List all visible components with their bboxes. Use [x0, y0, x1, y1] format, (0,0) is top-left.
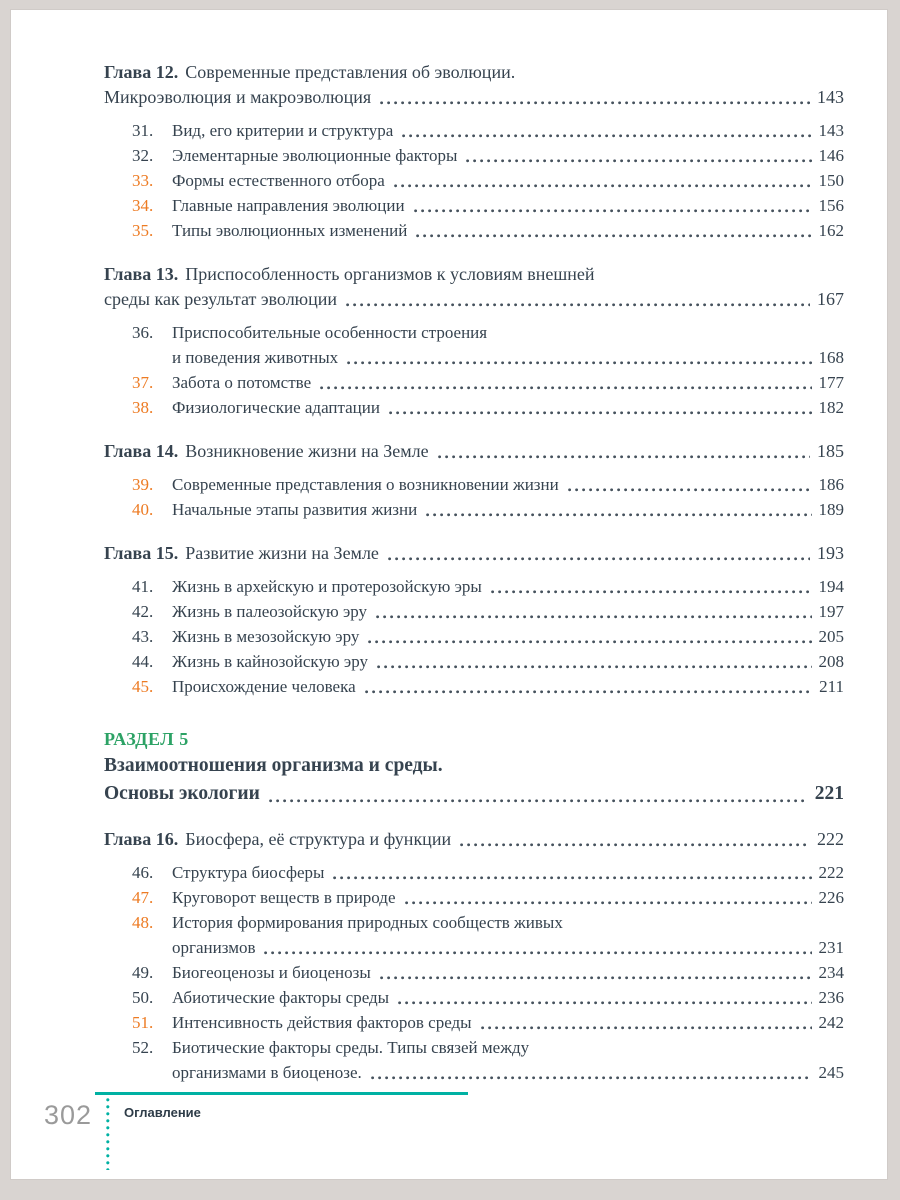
section-number: 42.: [132, 602, 154, 621]
toc-row: [172, 168, 844, 193]
toc-row: [172, 1060, 844, 1085]
entry-text: Вид, его критерии и структура: [172, 121, 394, 140]
entry-text: Взаимоотношения организма и среды.: [104, 755, 443, 776]
toc-row: [104, 262, 844, 287]
page-reference: 226: [818, 888, 844, 907]
toc-row: [172, 118, 844, 143]
entry-text: среды как результат эволюции: [104, 289, 338, 309]
dots-leader: [388, 557, 810, 561]
dots-leader: [398, 1001, 811, 1005]
chapter-label: Глава 12.: [104, 62, 179, 82]
dots-leader: [380, 976, 812, 980]
entry-text: Развитие жизни на Земле: [185, 543, 379, 563]
page-reference: 222: [817, 829, 844, 849]
dots-leader: [264, 951, 811, 955]
toc-row: [172, 395, 844, 420]
chapter-label: Глава 14.: [104, 441, 179, 461]
toc-row: [172, 143, 844, 168]
dots-leader: [320, 386, 811, 390]
toc-section-31: [104, 118, 844, 143]
page-reference: 194: [818, 577, 844, 596]
section-lines: [172, 674, 844, 699]
section-number: 43.: [132, 627, 154, 646]
section-number: 46.: [132, 863, 154, 882]
toc-row: [172, 960, 844, 985]
toc-row: [172, 218, 844, 243]
page-reference: 156: [818, 196, 844, 215]
toc-row: [172, 472, 844, 497]
section-number: 32.: [132, 146, 154, 165]
section-number: 50.: [132, 988, 154, 1007]
entry-text: Биосфера, её структура и функции: [185, 829, 452, 849]
section-number: 35.: [132, 221, 154, 240]
entry-text: Элементарные эволюционные факторы: [172, 146, 458, 165]
toc-row: [172, 574, 844, 599]
dots-leader: [416, 234, 811, 238]
toc-chapter-15: [104, 541, 844, 566]
entry-text: организмами в биоценозе.: [172, 1063, 362, 1082]
dots-leader: [466, 159, 811, 163]
entry-text: Жизнь в архейскую и протерозойскую эры: [172, 577, 482, 596]
book-page: [11, 10, 887, 1179]
chapter-lines: [104, 827, 844, 852]
toc-row: [104, 287, 844, 312]
section-number: 39.: [132, 475, 154, 494]
dots-leader: [568, 488, 812, 492]
toc-row: [172, 624, 844, 649]
dots-leader: [346, 303, 810, 307]
page-reference: 242: [818, 1013, 844, 1032]
dots-leader: [491, 590, 812, 594]
section-number: 51.: [132, 1013, 154, 1032]
section-number: 47.: [132, 888, 154, 907]
toc-section-50: [104, 985, 844, 1010]
section-lines: [172, 193, 844, 218]
toc-row: [172, 885, 844, 910]
page-reference: 143: [817, 87, 844, 107]
section-number: 44.: [132, 652, 154, 671]
chapter-label: Глава 13.: [104, 264, 179, 284]
section-number: 34.: [132, 196, 154, 215]
page-reference: 185: [817, 441, 844, 461]
page-reference: 236: [818, 988, 844, 1007]
toc-section-33: [104, 168, 844, 193]
toc-section-47: [104, 885, 844, 910]
dots-leader: [368, 640, 811, 644]
toc-section-49: [104, 960, 844, 985]
section-number: 48.: [132, 913, 154, 932]
page-reference: 234: [818, 963, 844, 982]
entry-text: Жизнь в мезозойскую эру: [172, 627, 360, 646]
table-of-contents: [11, 10, 887, 1085]
toc-section-35: [104, 218, 844, 243]
page-reference: 177: [818, 373, 844, 392]
page-reference: 231: [818, 938, 844, 957]
section-number: 33.: [132, 171, 154, 190]
dots-leader: [426, 513, 811, 517]
section-lines: [172, 574, 844, 599]
entry-text: Возникновение жизни на Земле: [185, 441, 429, 461]
section-lines: [172, 118, 844, 143]
toc-row: [172, 345, 844, 370]
section-number: 52.: [132, 1038, 154, 1057]
dots-leader: [365, 690, 812, 694]
toc-chapter-13: [104, 262, 844, 312]
page-reference: 221: [814, 783, 844, 804]
toc-row: [104, 780, 844, 808]
toc-section-46: [104, 860, 844, 885]
toc-row: [172, 910, 844, 935]
dots-leader: [333, 876, 811, 880]
toc-section-37: [104, 370, 844, 395]
entry-text: и поведения животных: [172, 348, 339, 367]
page-reference: 168: [818, 348, 844, 367]
entry-text: Круговорот веществ в природе: [172, 888, 396, 907]
entry-text: Приспособительные особенности строения: [172, 323, 488, 342]
toc-chapter-12: [104, 60, 844, 110]
toc-section-44: [104, 649, 844, 674]
dots-leader: [460, 843, 810, 847]
section-lines: [172, 624, 844, 649]
toc-section-41: [104, 574, 844, 599]
section-lines: [172, 910, 844, 960]
section-lines: [172, 649, 844, 674]
entry-text: История формирования природных сообществ живых: [172, 913, 563, 932]
entry-text: Приспособленность организмов к условиям внешней: [185, 264, 595, 284]
page-reference: 205: [818, 627, 844, 646]
dots-leader: [402, 134, 811, 138]
entry-text: Жизнь в палеозойскую эру: [172, 602, 368, 621]
section-number: 37.: [132, 373, 154, 392]
section-lines: [172, 370, 844, 395]
entry-text: Современные представления об эволюции.: [185, 62, 516, 82]
dots-leader: [414, 209, 812, 213]
chapter-label: Глава 15.: [104, 543, 179, 563]
section-number: 49.: [132, 963, 154, 982]
entry-text: Жизнь в кайнозойскую эру: [172, 652, 368, 671]
toc-row: [104, 827, 844, 852]
section-lines: [172, 143, 844, 168]
toc-row: [172, 370, 844, 395]
toc-row: [172, 497, 844, 522]
entry-text: Современные представления о возникновении жизни: [172, 475, 559, 494]
page-reference: 222: [818, 863, 844, 882]
dots-leader: [380, 101, 810, 105]
page-reference: 167: [817, 289, 844, 309]
page-reference: 193: [817, 543, 844, 563]
toc-chapter-14: [104, 439, 844, 464]
section-number: 41.: [132, 577, 154, 596]
page-reference: 150: [818, 171, 844, 190]
entry-text: Формы естественного отбора: [172, 171, 385, 190]
entry-text: Физиологические адаптации: [172, 398, 380, 417]
dots-leader: [269, 799, 808, 803]
toc-section-34: [104, 193, 844, 218]
toc-section-42: [104, 599, 844, 624]
section-lines: [172, 472, 844, 497]
section-lines: [172, 860, 844, 885]
chapter-lines: [104, 541, 844, 566]
dots-leader: [481, 1026, 812, 1030]
footer-rule: [95, 1092, 468, 1095]
toc-section-40: [104, 497, 844, 522]
toc-section-36: [104, 320, 844, 370]
section-lines: [172, 885, 844, 910]
entry-text: Микроэволюция и макроэволюция: [104, 87, 372, 107]
section-lines: [172, 1035, 844, 1085]
chapter-lines: [104, 439, 844, 464]
toc-row: [172, 935, 844, 960]
chapter-lines: [104, 60, 844, 110]
toc-section-38: [104, 395, 844, 420]
dots-leader: [376, 615, 811, 619]
toc-row: [104, 439, 844, 464]
entry-text: Структура биосферы: [172, 863, 325, 882]
toc-part-5: [104, 726, 844, 808]
entry-text: организмов: [172, 938, 256, 957]
toc-row: [104, 752, 844, 780]
toc-row: [172, 649, 844, 674]
toc-section-32: [104, 143, 844, 168]
page-reference: 208: [818, 652, 844, 671]
dots-leader: [389, 411, 812, 415]
toc-row: [172, 1010, 844, 1035]
chapter-lines: [104, 262, 844, 312]
entry-text: Происхождение человека: [172, 677, 356, 696]
toc-row: [104, 60, 844, 85]
section-lines: [172, 1010, 844, 1035]
section-lines: [172, 497, 844, 522]
dots-leader: [405, 901, 812, 905]
toc-section-39: [104, 472, 844, 497]
entry-text: Начальные этапы развития жизни: [172, 500, 418, 519]
entry-text: Типы эволюционных изменений: [172, 221, 408, 240]
page-reference: 146: [818, 146, 844, 165]
page-reference: 162: [818, 221, 844, 240]
section-number: 38.: [132, 398, 154, 417]
toc-section-52: [104, 1035, 844, 1085]
entry-text: Главные направления эволюции: [172, 196, 405, 215]
dots-leader: [347, 361, 811, 365]
toc-row: [172, 599, 844, 624]
footer-section-label: Оглавление: [124, 1105, 201, 1120]
page-reference: 186: [818, 475, 844, 494]
toc-row: [172, 860, 844, 885]
page-reference: 211: [819, 677, 844, 696]
toc-section-45: [104, 674, 844, 699]
dots-leader: [377, 665, 812, 669]
toc-section-43: [104, 624, 844, 649]
page-reference: 182: [818, 398, 844, 417]
entry-text: Абиотические факторы среды: [172, 988, 390, 1007]
part-lines: [104, 752, 844, 808]
section-lines: [172, 218, 844, 243]
toc-row: [172, 674, 844, 699]
dots-leader: [394, 184, 812, 188]
toc-section-51: [104, 1010, 844, 1035]
toc-row: [172, 985, 844, 1010]
footer-dotted-divider: [106, 1098, 110, 1170]
section-lines: [172, 395, 844, 420]
entry-text: Забота о потомстве: [172, 373, 312, 392]
toc-row: [172, 320, 844, 345]
section-lines: [172, 985, 844, 1010]
toc-row: [172, 193, 844, 218]
toc-row: [104, 541, 844, 566]
section-number: 40.: [132, 500, 154, 519]
dots-leader: [438, 455, 810, 459]
chapter-label: Глава 16.: [104, 829, 179, 849]
section-lines: [172, 960, 844, 985]
section-lines: [172, 599, 844, 624]
entry-text: Биогеоценозы и биоценозы: [172, 963, 371, 982]
part-label: РАЗДЕЛ 5: [104, 729, 189, 749]
dots-leader: [371, 1076, 812, 1080]
section-number: 31.: [132, 121, 154, 140]
section-lines: [172, 320, 844, 370]
page-reference: 189: [818, 500, 844, 519]
section-number: 36.: [132, 323, 154, 342]
entry-text: Основы экологии: [104, 783, 260, 804]
toc-section-48: [104, 910, 844, 960]
toc-chapter-16: [104, 827, 844, 852]
page-reference: 245: [818, 1063, 844, 1082]
toc-row: [172, 1035, 844, 1060]
page-reference: 197: [818, 602, 844, 621]
entry-text: Интенсивность действия факторов среды: [172, 1013, 472, 1032]
footer-page-number: 302: [44, 1100, 93, 1130]
entry-text: Биотические факторы среды. Типы связей между: [172, 1038, 530, 1057]
toc-row: [104, 85, 844, 110]
page-reference: 143: [818, 121, 844, 140]
section-lines: [172, 168, 844, 193]
section-number: 45.: [132, 677, 154, 696]
